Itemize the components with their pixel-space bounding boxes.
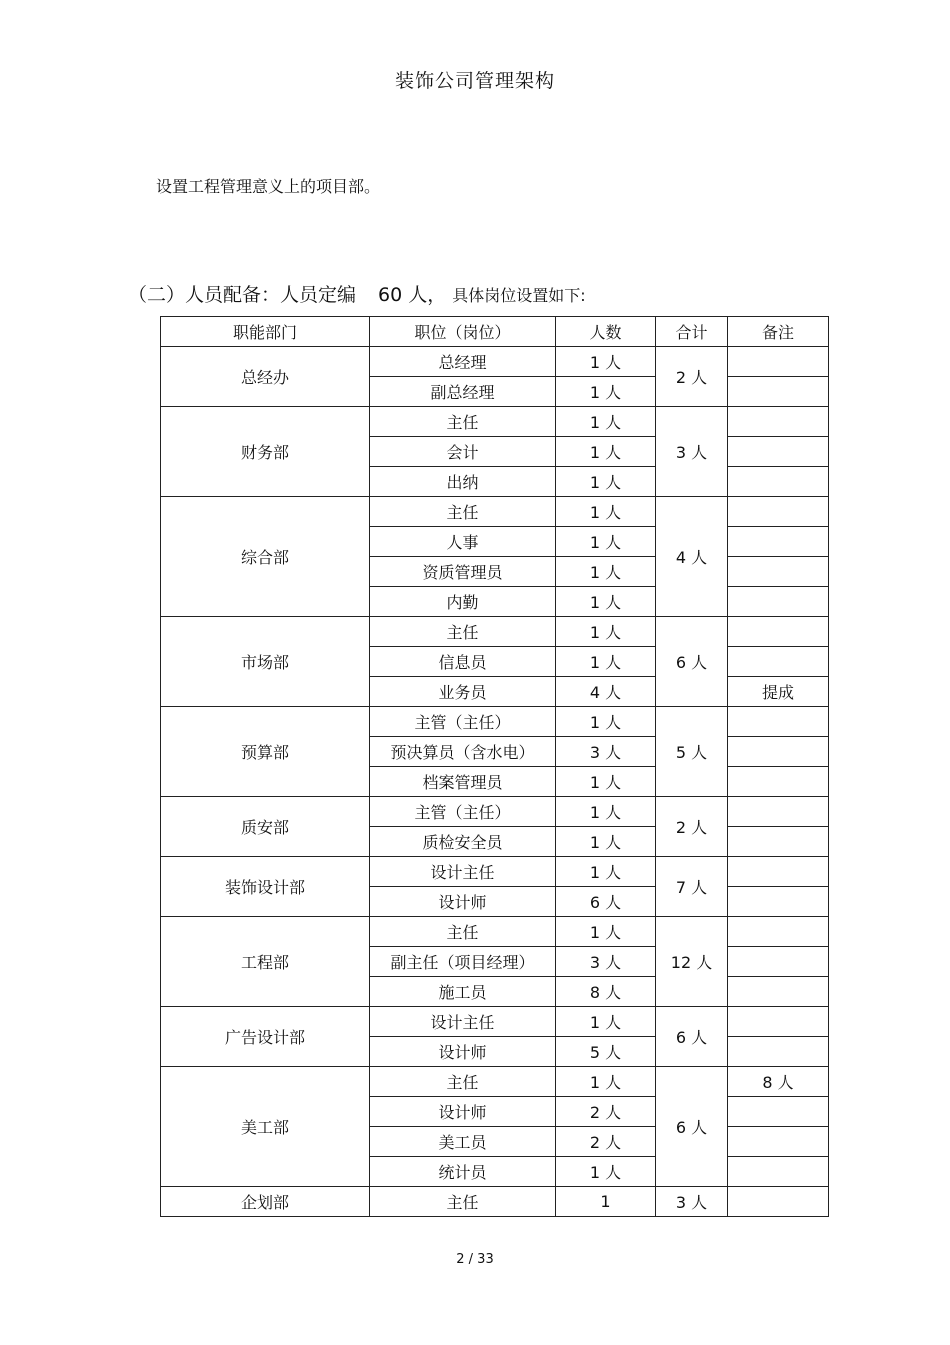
department-total: 2 人 [656,797,728,857]
count-cell: 1 [556,1187,656,1217]
position-cell: 主管（主任） [370,797,556,827]
count-cell: 1 人 [556,1007,656,1037]
headcount-value: 60 人， [378,284,447,306]
position-cell: 总经理 [370,347,556,377]
department-name: 综合部 [161,497,370,617]
position-cell: 副总经理 [370,377,556,407]
count-cell: 1 人 [556,407,656,437]
position-cell: 信息员 [370,647,556,677]
department-name: 市场部 [161,617,370,707]
section-heading-tail: 具体岗位设置如下: [452,286,586,305]
note-cell [728,587,829,617]
note-cell [728,407,829,437]
note-cell: 提成 [728,677,829,707]
count-cell: 1 人 [556,377,656,407]
note-cell [728,527,829,557]
table-row [161,707,829,737]
department-total: 6 人 [656,1067,728,1187]
position-cell: 主任 [370,1067,556,1097]
position-cell: 设计师 [370,1097,556,1127]
position-cell: 会计 [370,437,556,467]
note-cell [728,977,829,1007]
position-cell: 设计主任 [370,1007,556,1037]
count-cell: 1 人 [556,617,656,647]
position-cell: 主任 [370,617,556,647]
intro-paragraph: 设置工程管理意义上的项目部。 [156,177,381,196]
table-row [161,917,829,947]
department-total: 6 人 [656,1007,728,1067]
position-cell: 主任 [370,1187,556,1217]
page-title: 装饰公司管理架构 [394,70,555,92]
position-cell: 档案管理员 [370,767,556,797]
department-name: 广告设计部 [161,1007,370,1067]
department-total: 3 人 [656,1187,728,1217]
position-cell: 主管（主任） [370,707,556,737]
note-cell [728,857,829,887]
department-total: 7 人 [656,857,728,917]
count-cell: 6 人 [556,887,656,917]
department-name: 美工部 [161,1067,370,1187]
table-row [161,497,829,527]
table-header-row [161,317,829,347]
note-cell [728,707,829,737]
count-cell: 1 人 [556,1067,656,1097]
count-cell: 1 人 [556,1157,656,1187]
department-total: 2 人 [656,347,728,407]
position-cell: 业务员 [370,677,556,707]
department-name: 质安部 [161,797,370,857]
count-cell: 1 人 [556,647,656,677]
note-cell [728,617,829,647]
count-cell: 1 人 [556,467,656,497]
count-cell: 1 人 [556,917,656,947]
note-cell [728,887,829,917]
count-cell: 1 人 [556,347,656,377]
note-cell [728,1157,829,1187]
table-row [161,1067,829,1097]
note-cell [728,377,829,407]
count-cell: 8 人 [556,977,656,1007]
department-total: 4 人 [656,497,728,617]
note-cell [728,767,829,797]
position-cell: 预决算员（含水电） [370,737,556,767]
note-cell [728,737,829,767]
page-number: 2 / 33 [456,1252,494,1267]
count-cell: 1 人 [556,497,656,527]
note-cell [728,437,829,467]
position-cell: 主任 [370,407,556,437]
position-cell: 统计员 [370,1157,556,1187]
count-cell: 3 人 [556,737,656,767]
count-cell: 3 人 [556,947,656,977]
count-cell: 1 人 [556,557,656,587]
staffing-table [160,316,829,1217]
note-cell [728,347,829,377]
count-cell: 2 人 [556,1097,656,1127]
department-name: 企划部 [161,1187,370,1217]
note-cell: 8 人 [728,1067,829,1097]
table-row [161,797,829,827]
position-cell: 美工员 [370,1127,556,1157]
table-row [161,617,829,647]
department-name: 预算部 [161,707,370,797]
note-cell [728,797,829,827]
note-cell [728,1187,829,1217]
department-total: 5 人 [656,707,728,797]
position-cell: 设计师 [370,1037,556,1067]
department-total: 3 人 [656,407,728,497]
header-count: 人数 [556,317,656,347]
header-total: 合计 [656,317,728,347]
department-name: 工程部 [161,917,370,1007]
note-cell [728,1127,829,1157]
count-cell: 1 人 [556,797,656,827]
position-cell: 人事 [370,527,556,557]
count-cell: 1 人 [556,707,656,737]
department-total: 12 人 [656,917,728,1007]
count-cell: 1 人 [556,587,656,617]
count-cell: 1 人 [556,857,656,887]
position-cell: 出纳 [370,467,556,497]
note-cell [728,947,829,977]
count-cell: 1 人 [556,437,656,467]
note-cell [728,827,829,857]
department-name: 财务部 [161,407,370,497]
count-cell: 1 人 [556,527,656,557]
position-cell: 主任 [370,917,556,947]
count-cell: 1 人 [556,827,656,857]
position-cell: 资质管理员 [370,557,556,587]
note-cell [728,467,829,497]
note-cell [728,647,829,677]
header-note: 备注 [728,317,829,347]
section-heading [128,280,586,307]
count-cell: 4 人 [556,677,656,707]
header-position: 职位（岗位） [370,317,556,347]
position-cell: 主任 [370,497,556,527]
note-cell [728,917,829,947]
table-row [161,857,829,887]
count-cell: 2 人 [556,1127,656,1157]
department-total: 6 人 [656,617,728,707]
position-cell: 质检安全员 [370,827,556,857]
position-cell: 内勤 [370,587,556,617]
department-name: 总经办 [161,347,370,407]
position-cell: 施工员 [370,977,556,1007]
table-row [161,1187,829,1217]
note-cell [728,1097,829,1127]
table-body [161,347,829,1217]
position-cell: 副主任（项目经理） [370,947,556,977]
section-heading-label: （二）人员配备：人员定编 [128,284,357,306]
department-name: 装饰设计部 [161,857,370,917]
note-cell [728,497,829,527]
note-cell [728,1007,829,1037]
table-row [161,1007,829,1037]
table-row [161,407,829,437]
note-cell [728,1037,829,1067]
header-department: 职能部门 [161,317,370,347]
count-cell: 1 人 [556,767,656,797]
count-cell: 5 人 [556,1037,656,1067]
position-cell: 设计主任 [370,857,556,887]
note-cell [728,557,829,587]
table-row [161,347,829,377]
position-cell: 设计师 [370,887,556,917]
